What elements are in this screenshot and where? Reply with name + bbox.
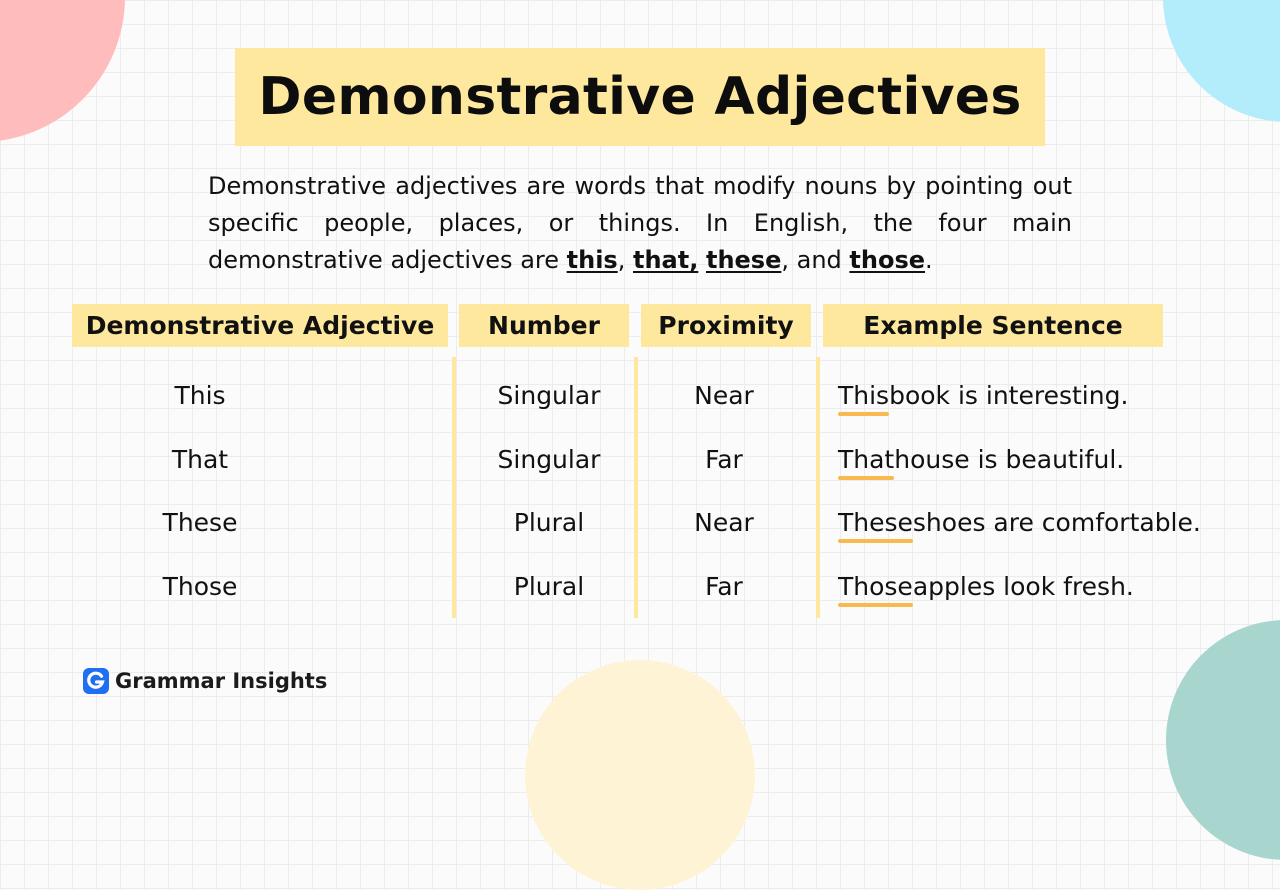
- decor-circle-blue: [1163, 0, 1280, 122]
- decor-circle-cream: [525, 660, 755, 890]
- decor-circle-teal: [1166, 620, 1280, 860]
- cell-proximity: Near: [694, 380, 754, 410]
- cell-adjective: Those: [162, 571, 238, 601]
- cell-adjective: That: [171, 444, 229, 474]
- cell-example: [838, 439, 1124, 479]
- intro-word-this: this: [566, 246, 618, 274]
- intro-word-those: those: [849, 246, 926, 274]
- page-title: Demonstrative Adjectives: [258, 67, 1022, 127]
- example-rest: apples look fresh.: [912, 571, 1134, 601]
- example-highlight-word: Those: [838, 571, 913, 601]
- intro-text: Demonstrative adjectives are words that modify nouns by pointing out specific people, places, or things. In English, the four main demonstrative adjectives are: [208, 172, 1072, 274]
- grammar-insights-g-icon: [83, 668, 109, 694]
- example-rest: shoes are comfortable.: [912, 507, 1201, 537]
- column-divider: [452, 357, 456, 618]
- header-proximity: Proximity: [641, 304, 811, 347]
- intro-separator: , and: [781, 246, 850, 274]
- intro-word-that: that,: [632, 246, 699, 274]
- brand-logo: [83, 668, 327, 694]
- cell-adjective: This: [174, 380, 226, 410]
- header-number: Number: [459, 304, 629, 347]
- brand-name: Grammar Insights: [115, 669, 328, 693]
- cell-adjective: These: [162, 507, 238, 537]
- example-highlight-word: That: [838, 444, 895, 474]
- header-example-sentence: Example Sentence: [823, 304, 1163, 347]
- cell-example: [838, 502, 1201, 542]
- cell-example: [838, 375, 1128, 415]
- header-demonstrative-adjective: Demonstrative Adjective: [72, 304, 448, 347]
- intro-separator: ,: [617, 246, 633, 274]
- intro-paragraph: [208, 168, 1072, 279]
- cell-proximity: Far: [705, 444, 743, 474]
- cell-proximity: Near: [694, 507, 754, 537]
- intro-separator: [698, 246, 706, 274]
- intro-end: .: [925, 246, 933, 274]
- column-divider: [816, 357, 820, 618]
- example-rest: house is beautiful.: [894, 444, 1125, 474]
- cell-number: Singular: [497, 380, 601, 410]
- cell-number: Singular: [497, 444, 601, 474]
- intro-word-these: these: [705, 246, 782, 274]
- example-highlight-word: This: [838, 380, 890, 410]
- cell-number: Plural: [513, 571, 585, 601]
- example-rest: book is interesting.: [889, 380, 1129, 410]
- example-highlight-word: These: [838, 507, 913, 537]
- cell-proximity: Far: [705, 571, 743, 601]
- title-banner: [235, 48, 1045, 146]
- cell-number: Plural: [513, 507, 585, 537]
- decor-circle-pink: [0, 0, 125, 142]
- cell-example: [838, 566, 1134, 606]
